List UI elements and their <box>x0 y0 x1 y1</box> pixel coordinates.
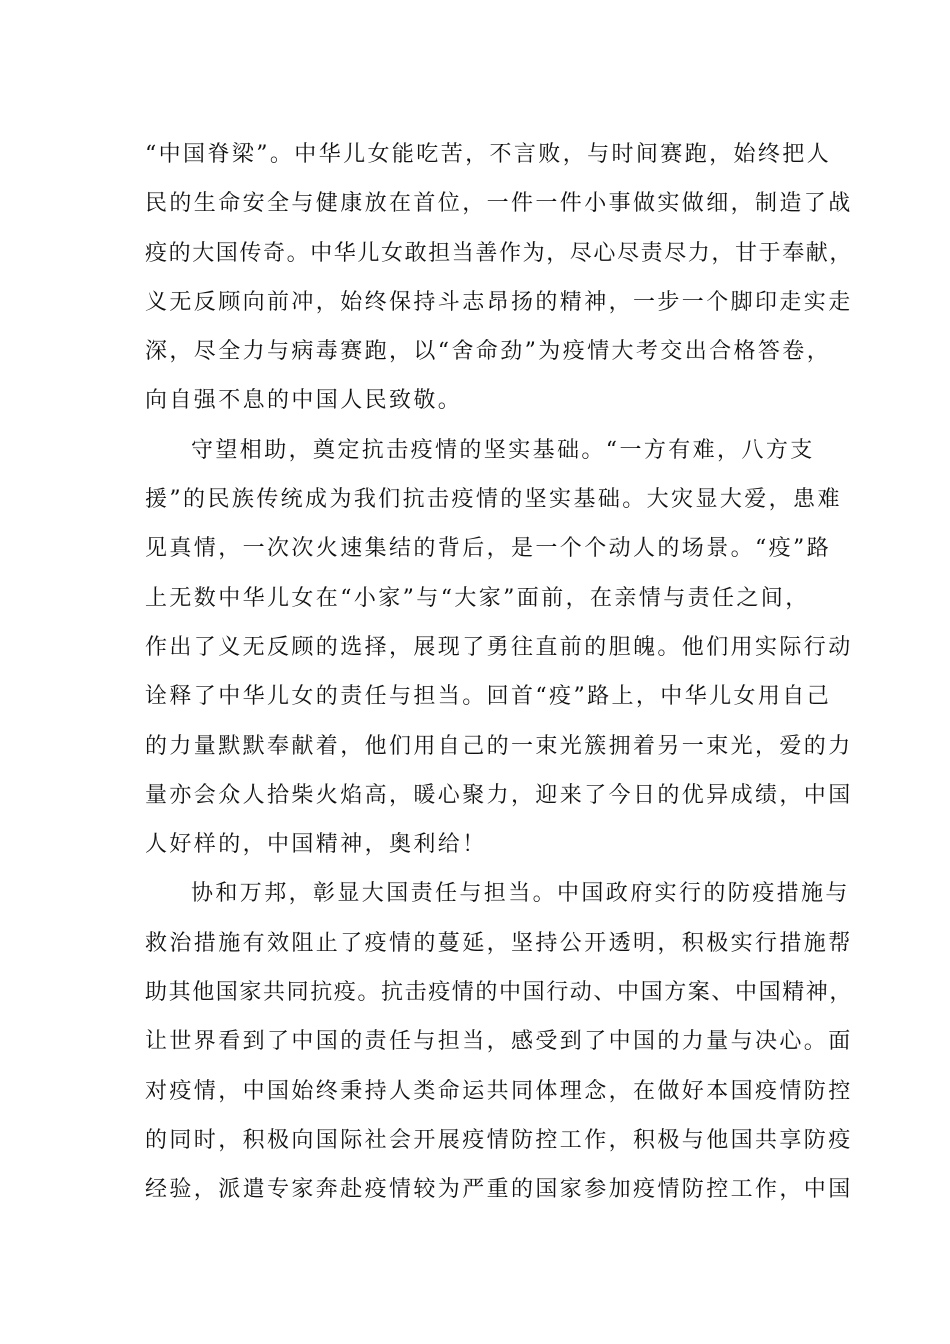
text-line: 的力量默默奉献着，他们用自己的一束光簇拥着另一束光，爱的力 <box>145 733 853 759</box>
text-line: 上无数中华儿女在“小家”与“大家”面前，在亲情与责任之间， <box>145 585 810 611</box>
text-line: 作出了义无反顾的选择，展现了勇往直前的胆魄。他们用实际行动 <box>145 634 853 660</box>
body-text <box>145 130 854 1215</box>
text-line: 经验，派遣专家奔赴疫情较为严重的国家参加疫情防控工作，中国 <box>145 1177 853 1203</box>
text-line: 诠释了中华儿女的责任与担当。回首“疫”路上，中华儿女用自己 <box>145 684 832 710</box>
text-line: 深，尽全力与病毒赛跑，以“舍命劲”为疫情大考交出合格答卷， <box>145 339 832 365</box>
text-line: 对疫情，中国始终秉持人类命运共同体理念，在做好本国疫情防控 <box>145 1078 853 1104</box>
text-line: 助其他国家共同抗疫。抗击疫情的中国行动、中国方案、中国精神， <box>145 980 854 1006</box>
text-line: 救治措施有效阻止了疫情的蔓延，坚持公开透明，积极实行措施帮 <box>145 930 853 956</box>
text-line: 量亦会众人拾柴火焰高，暖心聚力，迎来了今日的优异成绩，中国 <box>145 782 853 808</box>
paragraph-first-line: 守望相助，奠定抗击疫情的坚实基础。“一方有难，八方支 <box>191 437 815 463</box>
text-line: 见真情，一次次火速集结的背后，是一个个动人的场景。“疫”路 <box>145 536 832 562</box>
text-line: 疫的大国传奇。中华儿女敢担当善作为，尽心尽责尽力，甘于奉献， <box>145 240 854 266</box>
text-line: 民的生命安全与健康放在首位，一件一件小事做实做细，制造了战 <box>145 191 853 217</box>
text-line: 向自强不息的中国人民致敬。 <box>145 388 463 414</box>
text-line: “中国脊梁”。中华儿女能吃苦，不言败，与时间赛跑，始终把人 <box>145 142 832 167</box>
text-line: 义无反顾向前冲，始终保持斗志昂扬的精神，一步一个脚印走实走 <box>145 289 853 315</box>
text-line: 援”的民族传统成为我们抗击疫情的坚实基础。大灾显大爱，患难 <box>145 487 842 513</box>
paragraph-first-line: 协和万邦，彰显大国责任与担当。中国政府实行的防疫措施与 <box>191 881 850 907</box>
text-line: 让世界看到了中国的责任与担当，感受到了中国的力量与决心。面 <box>145 1029 853 1055</box>
text-line: 的同时，积极向国际社会开展疫情防控工作，积极与他国共享防疫 <box>145 1127 853 1153</box>
text-line: 人好样的，中国精神，奥利给！ <box>145 832 487 858</box>
